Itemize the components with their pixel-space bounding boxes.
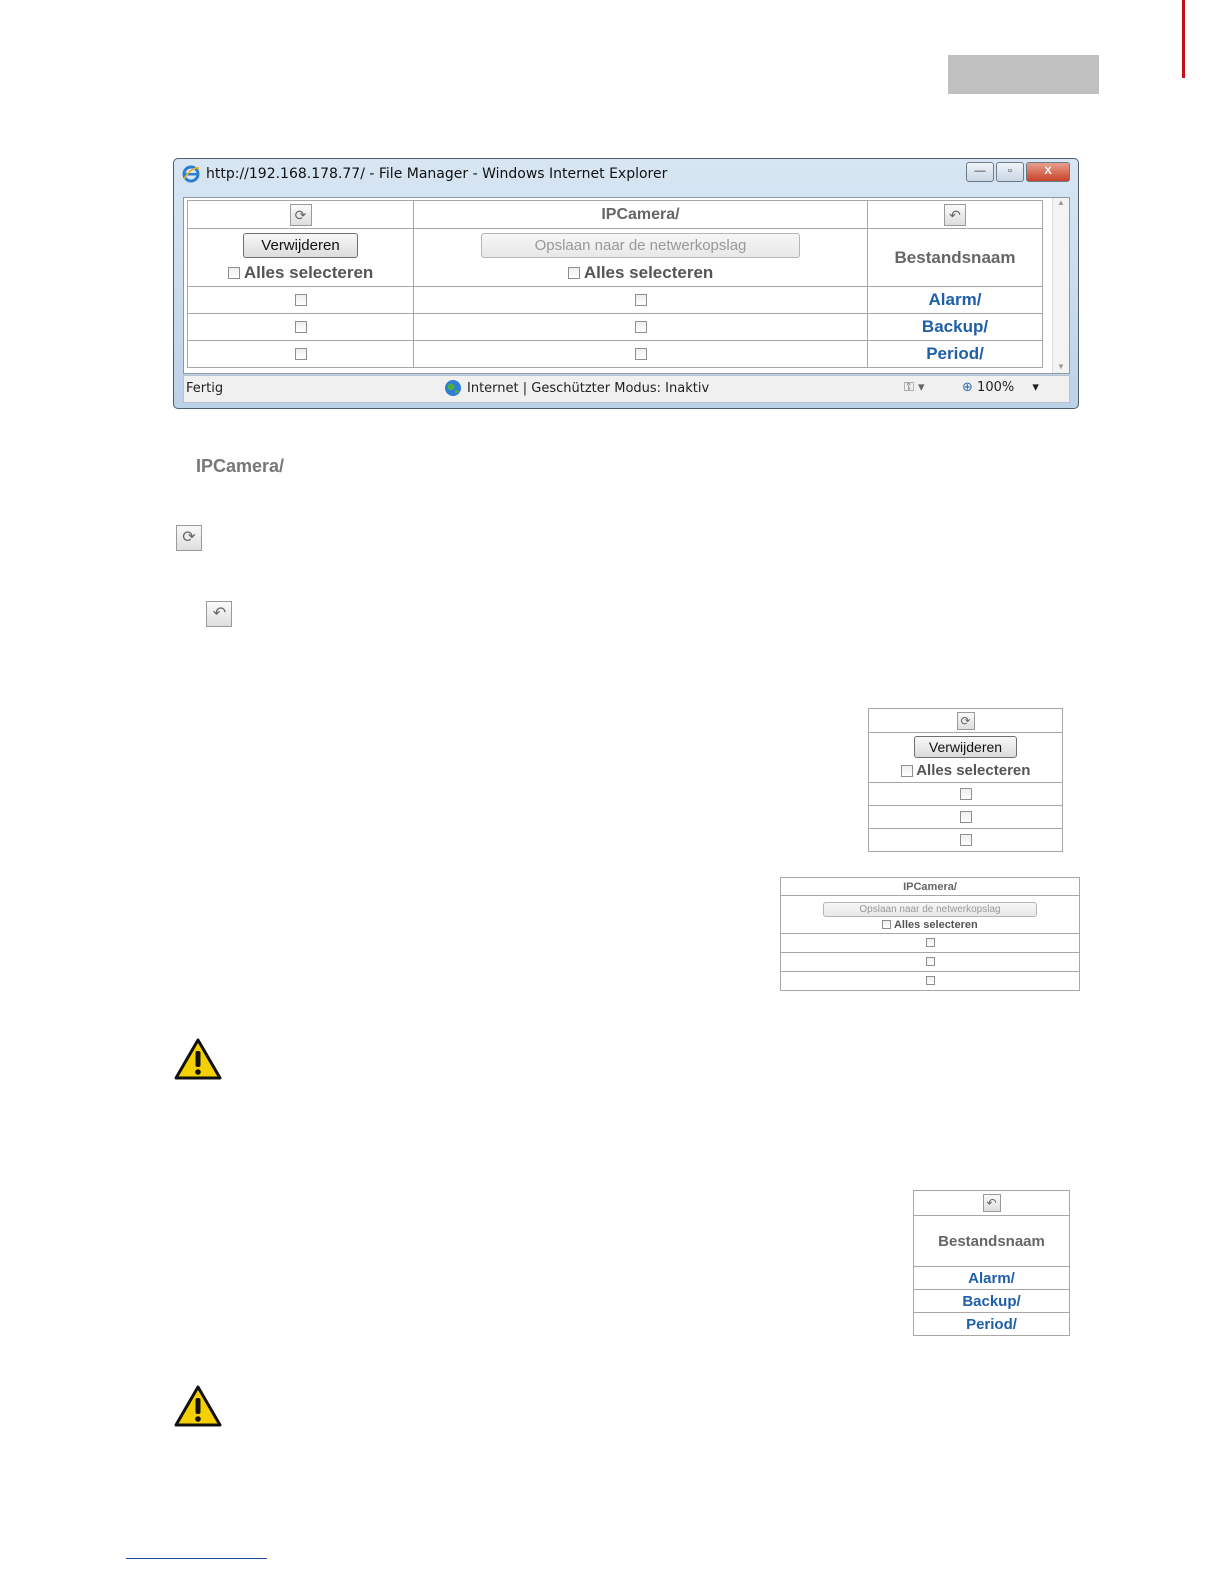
header-tab xyxy=(948,55,1099,94)
select-all-label: Alles selecteren xyxy=(243,262,374,282)
select-all-network-checkbox xyxy=(882,920,891,929)
folder-link-alarm: Alarm/ xyxy=(914,1267,1070,1290)
folder-header: IPCamera/ xyxy=(781,878,1080,896)
ie-logo-icon xyxy=(182,165,200,183)
row-checkbox xyxy=(960,788,972,800)
select-all-checkbox xyxy=(901,765,913,777)
security-icon[interactable]: ⚿ ▾ xyxy=(904,380,925,395)
folder-link-backup: Backup/ xyxy=(914,1290,1070,1313)
back-icon[interactable]: ↶ xyxy=(944,204,966,226)
zoom-level: 100% xyxy=(977,380,1015,395)
select-all-checkbox[interactable] xyxy=(228,267,240,279)
row-checkbox[interactable] xyxy=(295,348,307,360)
delete-column-excerpt xyxy=(868,708,1063,852)
row-network-checkbox[interactable] xyxy=(635,294,647,306)
maximize-button[interactable]: ▫ xyxy=(996,162,1024,182)
select-all-label: Alles selecteren xyxy=(916,762,1031,779)
delete-button: Verwijderen xyxy=(914,736,1017,758)
folder-link-backup[interactable]: Backup/ xyxy=(868,314,1043,341)
close-button[interactable]: X xyxy=(1026,162,1070,182)
scroll-up-icon[interactable]: ▲ xyxy=(1057,198,1065,207)
chevron-down-icon: ▾ xyxy=(1032,380,1039,395)
row-network-checkbox xyxy=(926,938,935,947)
refresh-icon: ⟳ xyxy=(957,712,975,730)
filename-header: Bestandsnaam xyxy=(914,1216,1070,1267)
row-network-checkbox xyxy=(926,976,935,985)
warning-icon xyxy=(173,1384,223,1428)
network-column-excerpt xyxy=(780,877,1080,991)
globe-icon xyxy=(444,379,462,397)
select-all-network-checkbox[interactable] xyxy=(568,267,580,279)
row-checkbox xyxy=(960,811,972,823)
refresh-icon[interactable]: ⟳ xyxy=(290,204,312,226)
browser-title-bar xyxy=(182,165,667,183)
row-checkbox[interactable] xyxy=(295,321,307,333)
folder-link-alarm[interactable]: Alarm/ xyxy=(868,287,1043,314)
refresh-icon: ⟳ xyxy=(176,525,202,551)
file-manager-table xyxy=(187,200,1043,368)
back-icon: ↶ xyxy=(206,601,232,627)
filename-header: Bestandsnaam xyxy=(868,229,1043,287)
back-icon: ↶ xyxy=(983,1194,1001,1212)
row-network-checkbox[interactable] xyxy=(635,321,647,333)
warning-icon xyxy=(173,1037,223,1081)
row-network-checkbox xyxy=(926,957,935,966)
vertical-scrollbar[interactable] xyxy=(1052,198,1069,373)
folder-label: IPCamera/ xyxy=(196,456,285,476)
status-bar xyxy=(183,375,1070,403)
delete-button[interactable]: Verwijderen xyxy=(243,233,357,258)
row-network-checkbox[interactable] xyxy=(635,348,647,360)
browser-content xyxy=(183,197,1070,374)
row-checkbox xyxy=(960,834,972,846)
folder-link-period: Period/ xyxy=(914,1313,1070,1336)
scroll-down-icon[interactable]: ▼ xyxy=(1057,362,1065,371)
status-text: Fertig xyxy=(186,381,224,396)
folder-header: IPCamera/ xyxy=(414,201,868,229)
select-all-network-label: Alles selecteren xyxy=(583,262,714,282)
page-edge-mark xyxy=(1182,0,1185,78)
save-to-network-button[interactable]: Opslaan naar de netwerkopslag xyxy=(481,233,801,258)
save-to-network-button: Opslaan naar de netwerkopslag xyxy=(823,902,1036,917)
zoom-control[interactable] xyxy=(962,380,1039,395)
filename-column-excerpt xyxy=(913,1190,1070,1336)
browser-window xyxy=(173,158,1079,409)
footer-rule xyxy=(126,1558,267,1559)
folder-link-period[interactable]: Period/ xyxy=(868,341,1043,368)
browser-title: http://192.168.178.77/ - File Manager - Windows Internet Explorer xyxy=(206,166,668,182)
minimize-button[interactable]: — xyxy=(966,162,994,182)
zoom-icon: ⊕ xyxy=(962,380,973,395)
zone-text: Internet | Geschützter Modus: Inaktiv xyxy=(467,380,710,396)
row-checkbox[interactable] xyxy=(295,294,307,306)
select-all-network-label: Alles selecteren xyxy=(893,918,978,931)
